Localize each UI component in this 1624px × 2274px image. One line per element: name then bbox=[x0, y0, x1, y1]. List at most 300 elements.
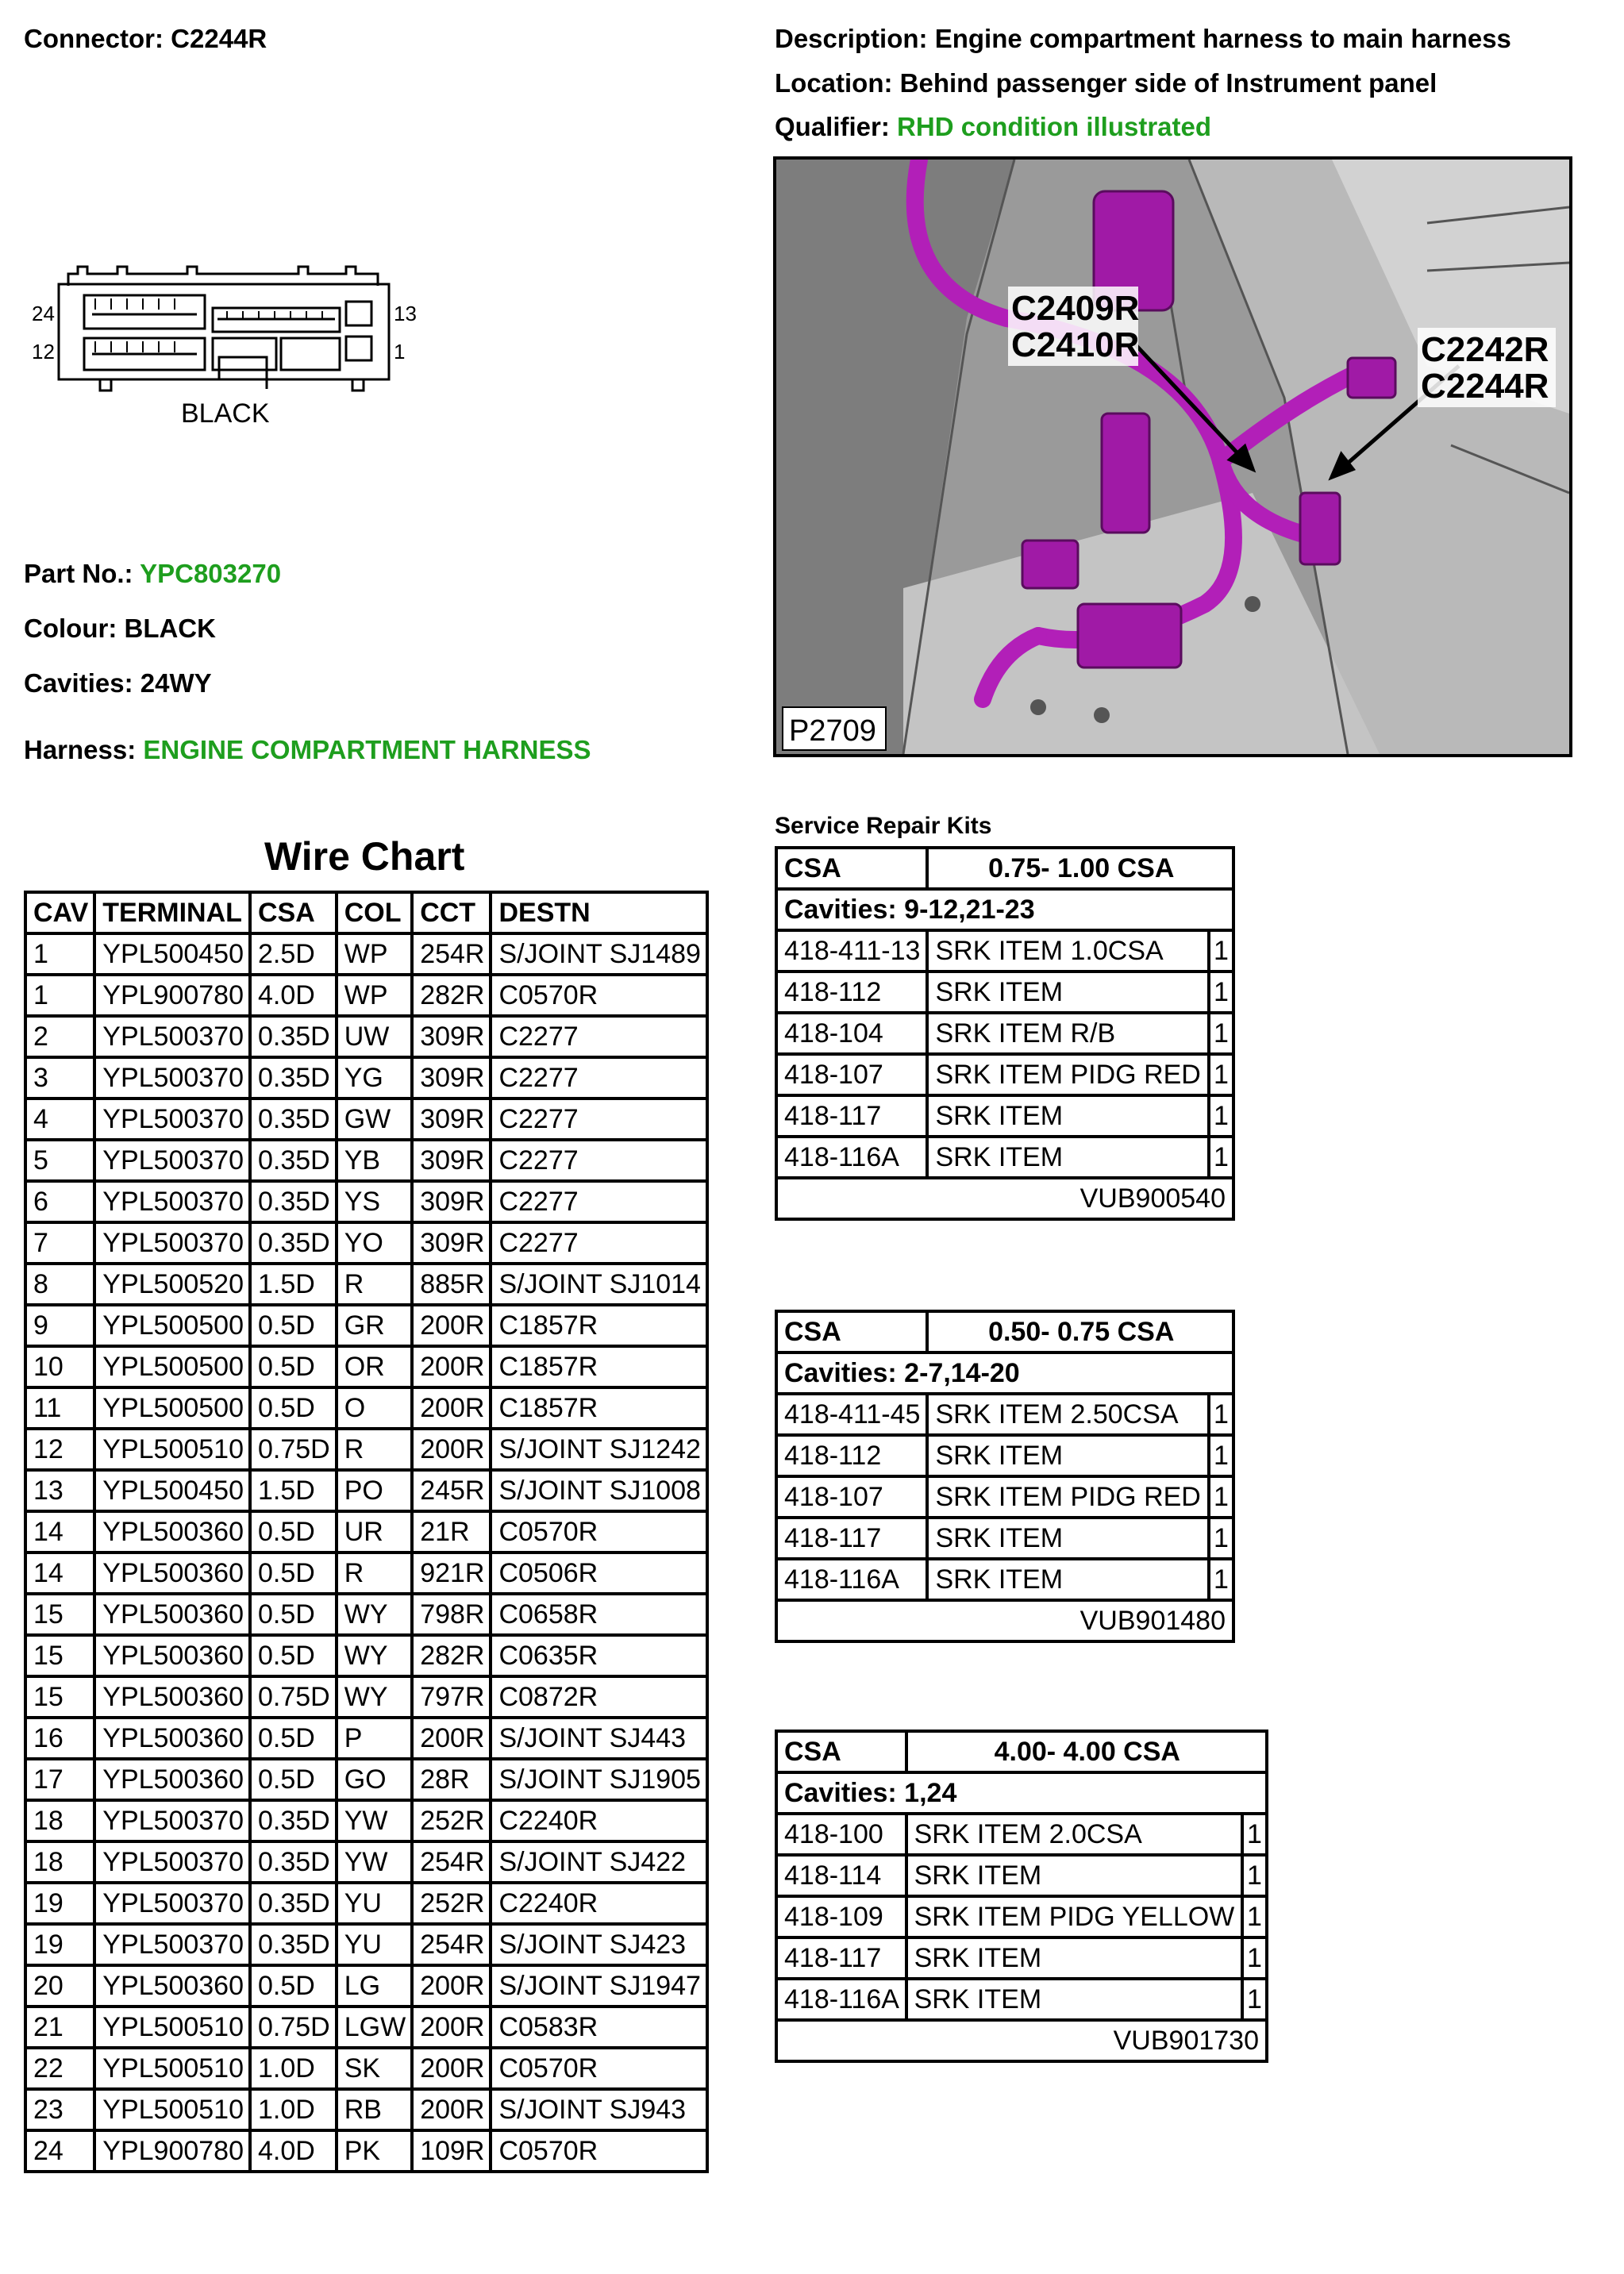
kit-item-desc: SRK ITEM 1.0CSA bbox=[927, 930, 1208, 972]
table-row bbox=[25, 1140, 707, 1181]
callout-c2410r: C2410R bbox=[1011, 325, 1140, 364]
cell-col: YW bbox=[337, 1800, 412, 1841]
cell-cct: 885R bbox=[412, 1264, 491, 1305]
cell-csa: 4.0D bbox=[250, 2130, 337, 2172]
kit-cavities-row bbox=[776, 1772, 1267, 1814]
cell-cav: 18 bbox=[25, 1841, 94, 1883]
kit-item-qty: 1 bbox=[1209, 1435, 1233, 1476]
kit-item-qty: 1 bbox=[1209, 1137, 1233, 1178]
diagram-label-1: 1 bbox=[394, 340, 406, 364]
kit-item-row bbox=[776, 1937, 1267, 1979]
cell-terminal: YPL500360 bbox=[94, 1965, 250, 2007]
cell-col: WP bbox=[337, 975, 412, 1016]
cell-col: YO bbox=[337, 1222, 412, 1264]
kit-item-desc: SRK ITEM bbox=[927, 1518, 1208, 1559]
cell-cav: 5 bbox=[25, 1140, 94, 1181]
cell-cct: 109R bbox=[412, 2130, 491, 2172]
cell-col: WY bbox=[337, 1676, 412, 1718]
kit-part-number: VUB900540 bbox=[776, 1178, 1233, 1219]
cell-terminal: YPL500510 bbox=[94, 2048, 250, 2089]
kit-header-row bbox=[776, 1311, 1233, 1352]
cell-destn: C0570R bbox=[491, 1511, 707, 1553]
description-value: Engine compartment harness to main harness bbox=[934, 24, 1511, 53]
cell-col: LGW bbox=[337, 2007, 412, 2048]
cell-csa: 0.5D bbox=[250, 1511, 337, 1553]
cell-cct: 254R bbox=[412, 1841, 491, 1883]
cell-col: UW bbox=[337, 1016, 412, 1057]
kit-item-code: 418-112 bbox=[776, 1435, 927, 1476]
location-value: Behind passenger side of Instrument panel bbox=[899, 68, 1437, 98]
kit-item-qty: 1 bbox=[1209, 1476, 1233, 1518]
cell-cct: 254R bbox=[412, 933, 491, 975]
cell-cct: 200R bbox=[412, 1387, 491, 1429]
table-row bbox=[25, 1553, 707, 1594]
kit-item-qty: 1 bbox=[1209, 930, 1233, 972]
cell-cct: 200R bbox=[412, 2007, 491, 2048]
cell-cav: 14 bbox=[25, 1553, 94, 1594]
cell-cct: 921R bbox=[412, 1553, 491, 1594]
cell-cav: 10 bbox=[25, 1346, 94, 1387]
cell-cav: 15 bbox=[25, 1635, 94, 1676]
cell-col: GR bbox=[337, 1305, 412, 1346]
cell-cav: 15 bbox=[25, 1676, 94, 1718]
cell-terminal: YPL500370 bbox=[94, 1099, 250, 1140]
kit-item-desc: SRK ITEM 2.0CSA bbox=[906, 1814, 1242, 1855]
cell-cav: 23 bbox=[25, 2089, 94, 2130]
cell-csa: 2.5D bbox=[250, 933, 337, 975]
colour-label: Colour: BLACK bbox=[24, 614, 216, 643]
cell-terminal: YPL500370 bbox=[94, 1140, 250, 1181]
cell-terminal: YPL500370 bbox=[94, 1800, 250, 1841]
kit-item-row bbox=[776, 930, 1233, 972]
cell-cav: 2 bbox=[25, 1016, 94, 1057]
location-label: Location: Behind passenger side of Instrument panel bbox=[775, 68, 1437, 98]
cell-csa: 1.0D bbox=[250, 2048, 337, 2089]
kit-item-code: 418-116A bbox=[776, 1979, 906, 2020]
connector-diagram bbox=[29, 262, 441, 437]
kit-csa-range: 0.75- 1.00 CSA bbox=[927, 848, 1233, 889]
cell-destn: C2240R bbox=[491, 1883, 707, 1924]
cell-cav: 1 bbox=[25, 975, 94, 1016]
cell-destn: C2277 bbox=[491, 1099, 707, 1140]
cell-terminal: YPL500370 bbox=[94, 1883, 250, 1924]
colour-value: BLACK bbox=[124, 614, 216, 643]
cell-cav: 11 bbox=[25, 1387, 94, 1429]
kit-cavities: Cavities: 1,24 bbox=[776, 1772, 1267, 1814]
cell-col: SK bbox=[337, 2048, 412, 2089]
table-row bbox=[25, 1470, 707, 1511]
cell-csa: 0.75D bbox=[250, 2007, 337, 2048]
cell-csa: 1.0D bbox=[250, 2089, 337, 2130]
kit-item-row bbox=[776, 1814, 1267, 1855]
table-header-row bbox=[25, 892, 707, 933]
kit-item-desc: SRK ITEM bbox=[927, 1095, 1208, 1137]
cell-csa: 0.5D bbox=[250, 1553, 337, 1594]
kit-item-code: 418-107 bbox=[776, 1476, 927, 1518]
cell-csa: 0.75D bbox=[250, 1676, 337, 1718]
cell-destn: S/JOINT SJ443 bbox=[491, 1718, 707, 1759]
kit-item-row bbox=[776, 1137, 1233, 1178]
part-no-value: YPC803270 bbox=[140, 559, 282, 588]
cell-csa: 0.35D bbox=[250, 1841, 337, 1883]
kit-cavities-row bbox=[776, 1352, 1233, 1394]
cell-destn: S/JOINT SJ1014 bbox=[491, 1264, 707, 1305]
cell-terminal: YPL500520 bbox=[94, 1264, 250, 1305]
cell-terminal: YPL500510 bbox=[94, 1429, 250, 1470]
cell-terminal: YPL500360 bbox=[94, 1676, 250, 1718]
cell-destn: C0506R bbox=[491, 1553, 707, 1594]
photo-code: P2709 bbox=[789, 714, 876, 748]
kit-item-code: 418-117 bbox=[776, 1095, 927, 1137]
cell-terminal: YPL500360 bbox=[94, 1718, 250, 1759]
cell-col: LG bbox=[337, 1965, 412, 2007]
kit-item-row bbox=[776, 1518, 1233, 1559]
kit-item-qty: 1 bbox=[1242, 1979, 1267, 2020]
cell-cav: 7 bbox=[25, 1222, 94, 1264]
kit-item-row bbox=[776, 1013, 1233, 1054]
cell-destn: S/JOINT SJ943 bbox=[491, 2089, 707, 2130]
cell-csa: 1.5D bbox=[250, 1470, 337, 1511]
cell-destn: S/JOINT SJ1008 bbox=[491, 1470, 707, 1511]
table-row bbox=[25, 933, 707, 975]
kit-item-row bbox=[776, 1054, 1233, 1095]
harness-value: ENGINE COMPARTMENT HARNESS bbox=[143, 735, 591, 764]
cell-col: R bbox=[337, 1553, 412, 1594]
table-row bbox=[25, 1718, 707, 1759]
cell-destn: S/JOINT SJ423 bbox=[491, 1924, 707, 1965]
cell-csa: 4.0D bbox=[250, 975, 337, 1016]
cell-csa: 1.5D bbox=[250, 1264, 337, 1305]
cell-destn: C0570R bbox=[491, 2130, 707, 2172]
cell-cav: 13 bbox=[25, 1470, 94, 1511]
cell-col: O bbox=[337, 1387, 412, 1429]
cell-cct: 200R bbox=[412, 1718, 491, 1759]
cell-cav: 16 bbox=[25, 1718, 94, 1759]
cavities-value: 24WY bbox=[140, 668, 212, 698]
cell-terminal: YPL500360 bbox=[94, 1553, 250, 1594]
kit-item-row bbox=[776, 1979, 1267, 2020]
kit-item-code: 418-109 bbox=[776, 1896, 906, 1937]
table-row bbox=[25, 1387, 707, 1429]
kit-cavities: Cavities: 9-12,21-23 bbox=[776, 889, 1233, 930]
cell-col: YW bbox=[337, 1841, 412, 1883]
cell-cct: 245R bbox=[412, 1470, 491, 1511]
header-destn: DESTN bbox=[491, 892, 707, 933]
diagram-label-13: 13 bbox=[394, 302, 417, 325]
cell-csa: 0.35D bbox=[250, 1016, 337, 1057]
cell-csa: 0.5D bbox=[250, 1635, 337, 1676]
table-row bbox=[25, 1841, 707, 1883]
cell-cav: 3 bbox=[25, 1057, 94, 1099]
kit-item-desc: SRK ITEM bbox=[927, 1559, 1208, 1600]
cell-terminal: YPL500370 bbox=[94, 1057, 250, 1099]
cell-terminal: YPL500370 bbox=[94, 1181, 250, 1222]
cell-csa: 0.5D bbox=[250, 1759, 337, 1800]
kit-cavities: Cavities: 2-7,14-20 bbox=[776, 1352, 1233, 1394]
kit-item-desc: SRK ITEM bbox=[906, 1979, 1242, 2020]
table-row bbox=[25, 1016, 707, 1057]
cell-col: P bbox=[337, 1718, 412, 1759]
cell-terminal: YPL500450 bbox=[94, 1470, 250, 1511]
cell-col: YS bbox=[337, 1181, 412, 1222]
table-row bbox=[25, 1264, 707, 1305]
cell-cav: 17 bbox=[25, 1759, 94, 1800]
cell-col: WY bbox=[337, 1635, 412, 1676]
cell-terminal: YPL500360 bbox=[94, 1594, 250, 1635]
table-row bbox=[25, 1883, 707, 1924]
cell-destn: C2240R bbox=[491, 1800, 707, 1841]
kit-item-code: 418-112 bbox=[776, 972, 927, 1013]
cell-col: YB bbox=[337, 1140, 412, 1181]
cell-terminal: YPL900780 bbox=[94, 2130, 250, 2172]
table-row bbox=[25, 1965, 707, 2007]
kit-item-code: 418-107 bbox=[776, 1054, 927, 1095]
kit-partno-row bbox=[776, 2020, 1267, 2061]
harness-illustration bbox=[776, 160, 1569, 754]
cell-destn: C0635R bbox=[491, 1635, 707, 1676]
cavities-label: Cavities: 24WY bbox=[24, 668, 212, 698]
table-row bbox=[25, 1759, 707, 1800]
cell-terminal: YPL500360 bbox=[94, 1759, 250, 1800]
cell-terminal: YPL500370 bbox=[94, 1924, 250, 1965]
cell-csa: 0.5D bbox=[250, 1346, 337, 1387]
cell-cct: 28R bbox=[412, 1759, 491, 1800]
cell-destn: C0583R bbox=[491, 2007, 707, 2048]
kit-item-row bbox=[776, 1855, 1267, 1896]
table-row bbox=[25, 1346, 707, 1387]
kit-item-code: 418-117 bbox=[776, 1937, 906, 1979]
kit-item-qty: 1 bbox=[1209, 1394, 1233, 1435]
cell-destn: C2277 bbox=[491, 1222, 707, 1264]
cell-destn: C1857R bbox=[491, 1387, 707, 1429]
cell-col: R bbox=[337, 1429, 412, 1470]
kit-item-qty: 1 bbox=[1209, 1013, 1233, 1054]
cell-col: GO bbox=[337, 1759, 412, 1800]
cell-cav: 6 bbox=[25, 1181, 94, 1222]
kit-item-row bbox=[776, 1095, 1233, 1137]
cell-cav: 19 bbox=[25, 1883, 94, 1924]
cell-destn: C0570R bbox=[491, 2048, 707, 2089]
repair-kit-table bbox=[775, 1730, 1268, 2063]
cell-cct: 200R bbox=[412, 2048, 491, 2089]
cell-cav: 9 bbox=[25, 1305, 94, 1346]
kit-item-code: 418-117 bbox=[776, 1518, 927, 1559]
repair-kit-table bbox=[775, 1310, 1235, 1643]
cell-cct: 200R bbox=[412, 1305, 491, 1346]
cell-cav: 22 bbox=[25, 2048, 94, 2089]
cell-csa: 0.35D bbox=[250, 1181, 337, 1222]
kit-item-desc: SRK ITEM bbox=[927, 1435, 1208, 1476]
cell-cct: 309R bbox=[412, 1099, 491, 1140]
kit-partno-row bbox=[776, 1178, 1233, 1219]
callout-c2409r: C2409R bbox=[1011, 289, 1140, 328]
kit-csa-label: CSA bbox=[776, 1731, 906, 1772]
cell-terminal: YPL500370 bbox=[94, 1841, 250, 1883]
cell-terminal: YPL900780 bbox=[94, 975, 250, 1016]
table-row bbox=[25, 1800, 707, 1841]
kit-item-qty: 1 bbox=[1209, 1095, 1233, 1137]
cell-cct: 200R bbox=[412, 1346, 491, 1387]
kit-item-desc: SRK ITEM 2.50CSA bbox=[927, 1394, 1208, 1435]
kit-item-desc: SRK ITEM bbox=[927, 972, 1208, 1013]
kit-item-code: 418-114 bbox=[776, 1855, 906, 1896]
cell-cav: 19 bbox=[25, 1924, 94, 1965]
header-csa: CSA bbox=[250, 892, 337, 933]
kit-item-code: 418-411-45 bbox=[776, 1394, 927, 1435]
kit-item-desc: SRK ITEM bbox=[906, 1937, 1242, 1979]
cell-destn: S/JOINT SJ422 bbox=[491, 1841, 707, 1883]
description-label: Description: Engine compartment harness to main harness bbox=[775, 24, 1511, 53]
cell-col: YU bbox=[337, 1924, 412, 1965]
repair-kit-table bbox=[775, 846, 1235, 1221]
cell-cct: 252R bbox=[412, 1800, 491, 1841]
harness-label: Harness: ENGINE COMPARTMENT HARNESS bbox=[24, 735, 591, 764]
part-no-label: Part No.: YPC803270 bbox=[24, 559, 282, 588]
table-row bbox=[25, 1222, 707, 1264]
wire-chart-table bbox=[24, 891, 709, 2173]
diagram-label-12: 12 bbox=[32, 340, 55, 364]
cell-csa: 0.35D bbox=[250, 1222, 337, 1264]
cell-csa: 0.35D bbox=[250, 1800, 337, 1841]
cell-destn: C1857R bbox=[491, 1346, 707, 1387]
table-row bbox=[25, 1511, 707, 1553]
diagram-label-24: 24 bbox=[32, 302, 55, 325]
kit-item-code: 418-411-13 bbox=[776, 930, 927, 972]
kit-item-qty: 1 bbox=[1242, 1896, 1267, 1937]
cell-cav: 20 bbox=[25, 1965, 94, 2007]
cell-cav: 18 bbox=[25, 1800, 94, 1841]
diagram-colour-text: BLACK bbox=[181, 398, 270, 429]
cell-col: RB bbox=[337, 2089, 412, 2130]
cell-cav: 8 bbox=[25, 1264, 94, 1305]
kit-item-row bbox=[776, 1559, 1233, 1600]
kit-item-code: 418-116A bbox=[776, 1137, 927, 1178]
cell-terminal: YPL500370 bbox=[94, 1222, 250, 1264]
cell-cav: 21 bbox=[25, 2007, 94, 2048]
cell-col: WP bbox=[337, 933, 412, 975]
cell-destn: S/JOINT SJ1489 bbox=[491, 933, 707, 975]
cell-csa: 0.35D bbox=[250, 1057, 337, 1099]
kit-item-row bbox=[776, 1394, 1233, 1435]
cell-destn: C2277 bbox=[491, 1181, 707, 1222]
kit-item-code: 418-100 bbox=[776, 1814, 906, 1855]
cell-cav: 1 bbox=[25, 933, 94, 975]
cell-csa: 0.5D bbox=[250, 1594, 337, 1635]
kit-item-desc: SRK ITEM PIDG YELLOW bbox=[906, 1896, 1242, 1937]
cell-cct: 200R bbox=[412, 1429, 491, 1470]
table-row bbox=[25, 1635, 707, 1676]
table-row bbox=[25, 1924, 707, 1965]
kit-csa-label: CSA bbox=[776, 848, 927, 889]
cell-csa: 0.35D bbox=[250, 1883, 337, 1924]
cell-csa: 0.5D bbox=[250, 1718, 337, 1759]
cell-cct: 252R bbox=[412, 1883, 491, 1924]
header-cav: CAV bbox=[25, 892, 94, 933]
cell-terminal: YPL500500 bbox=[94, 1387, 250, 1429]
cell-cct: 282R bbox=[412, 975, 491, 1016]
cell-col: R bbox=[337, 1264, 412, 1305]
kit-item-row bbox=[776, 972, 1233, 1013]
cell-cct: 797R bbox=[412, 1676, 491, 1718]
kit-header-row bbox=[776, 1731, 1267, 1772]
cell-cav: 14 bbox=[25, 1511, 94, 1553]
cell-cct: 21R bbox=[412, 1511, 491, 1553]
cell-terminal: YPL500360 bbox=[94, 1635, 250, 1676]
cell-col: GW bbox=[337, 1099, 412, 1140]
cell-cct: 200R bbox=[412, 1965, 491, 2007]
connector-value: C2244R bbox=[171, 24, 267, 53]
cell-terminal: YPL500370 bbox=[94, 1016, 250, 1057]
kit-part-number: VUB901480 bbox=[776, 1600, 1233, 1641]
cell-cct: 309R bbox=[412, 1016, 491, 1057]
table-row bbox=[25, 2007, 707, 2048]
cell-terminal: YPL500510 bbox=[94, 2007, 250, 2048]
table-row bbox=[25, 1305, 707, 1346]
cell-destn: C2277 bbox=[491, 1016, 707, 1057]
cell-destn: C2277 bbox=[491, 1057, 707, 1099]
cell-cct: 282R bbox=[412, 1635, 491, 1676]
cell-terminal: YPL500510 bbox=[94, 2089, 250, 2130]
cell-cct: 309R bbox=[412, 1057, 491, 1099]
kit-item-qty: 1 bbox=[1209, 1559, 1233, 1600]
table-row bbox=[25, 1181, 707, 1222]
table-row bbox=[25, 1594, 707, 1635]
cell-cav: 12 bbox=[25, 1429, 94, 1470]
cell-cct: 200R bbox=[412, 2089, 491, 2130]
kit-item-desc: SRK ITEM R/B bbox=[927, 1013, 1208, 1054]
service-repair-kits-title: Service Repair Kits bbox=[775, 813, 992, 839]
header-col: COL bbox=[337, 892, 412, 933]
table-row bbox=[25, 975, 707, 1016]
qualifier-value: RHD condition illustrated bbox=[897, 112, 1212, 141]
cell-col: WY bbox=[337, 1594, 412, 1635]
location-photo bbox=[773, 156, 1572, 757]
cell-cct: 309R bbox=[412, 1181, 491, 1222]
cell-cct: 309R bbox=[412, 1140, 491, 1181]
cell-destn: C0658R bbox=[491, 1594, 707, 1635]
table-row bbox=[25, 1676, 707, 1718]
cell-destn: C2277 bbox=[491, 1140, 707, 1181]
cell-col: PO bbox=[337, 1470, 412, 1511]
header-cct: CCT bbox=[412, 892, 491, 933]
table-row bbox=[25, 1099, 707, 1140]
cell-col: YG bbox=[337, 1057, 412, 1099]
cell-csa: 0.35D bbox=[250, 1099, 337, 1140]
cell-cav: 15 bbox=[25, 1594, 94, 1635]
cell-col: PK bbox=[337, 2130, 412, 2172]
kit-header-row bbox=[776, 848, 1233, 889]
table-row bbox=[25, 1429, 707, 1470]
cell-col: YU bbox=[337, 1883, 412, 1924]
kit-item-desc: SRK ITEM PIDG RED bbox=[927, 1054, 1208, 1095]
callout-c2244r: C2244R bbox=[1421, 367, 1549, 406]
cell-csa: 0.35D bbox=[250, 1924, 337, 1965]
cell-destn: C0570R bbox=[491, 975, 707, 1016]
cell-destn: C0872R bbox=[491, 1676, 707, 1718]
cell-csa: 0.5D bbox=[250, 1965, 337, 2007]
table-row bbox=[25, 2130, 707, 2172]
callout-c2242r: C2242R bbox=[1421, 330, 1549, 369]
kit-item-qty: 1 bbox=[1242, 1937, 1267, 1979]
cell-csa: 0.35D bbox=[250, 1140, 337, 1181]
kit-cavities-row bbox=[776, 889, 1233, 930]
kit-item-qty: 1 bbox=[1242, 1855, 1267, 1896]
qualifier-label: Qualifier: RHD condition illustrated bbox=[775, 112, 1212, 141]
cell-destn: S/JOINT SJ1242 bbox=[491, 1429, 707, 1470]
cell-terminal: YPL500450 bbox=[94, 933, 250, 975]
wire-chart-title: Wire Chart bbox=[264, 834, 465, 879]
kit-item-desc: SRK ITEM PIDG RED bbox=[927, 1476, 1208, 1518]
